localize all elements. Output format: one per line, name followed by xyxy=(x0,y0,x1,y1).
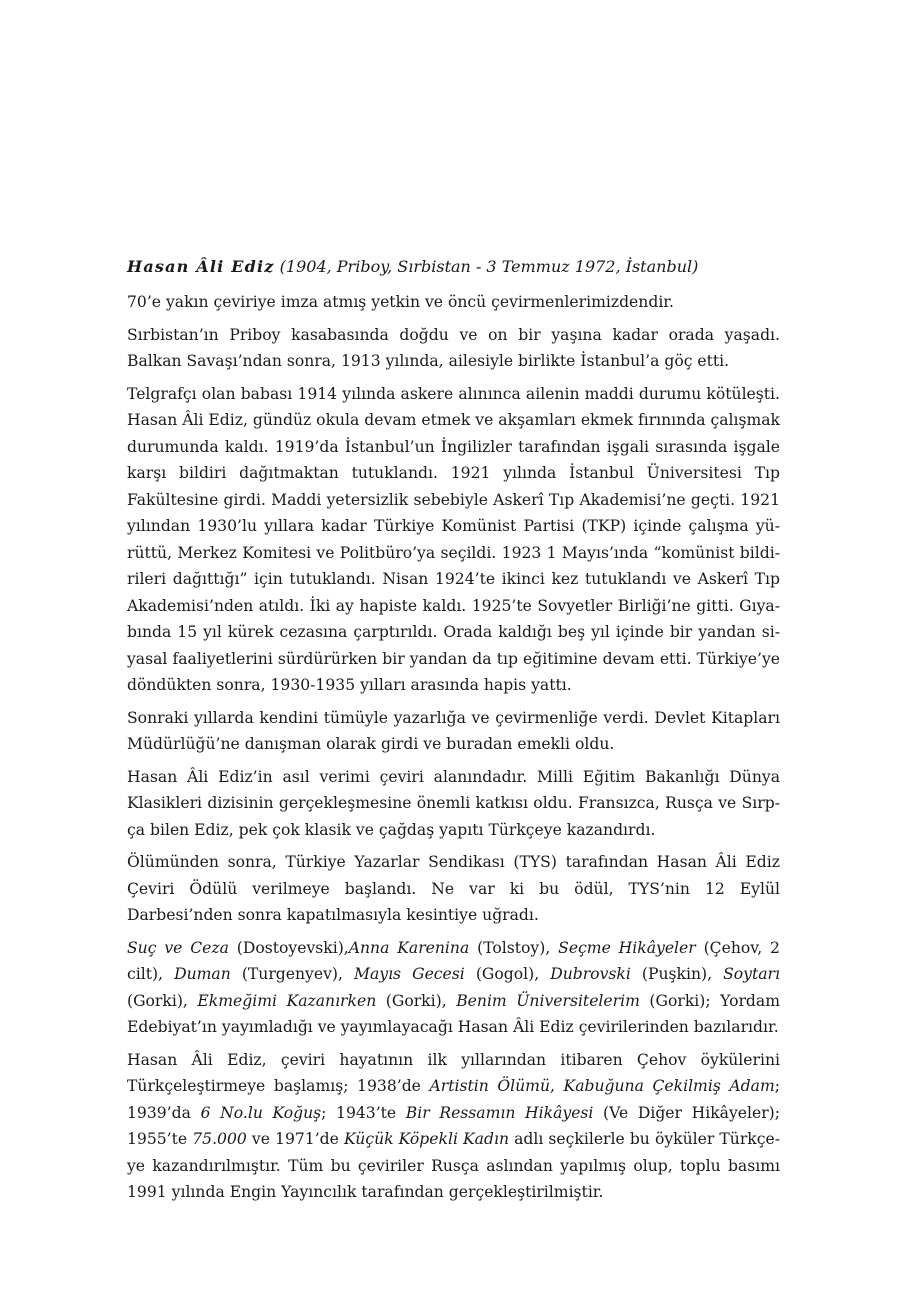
book-title: Artistin Ölümü xyxy=(429,1077,550,1095)
book-title: Duman xyxy=(174,965,231,983)
book-title: Bir Ressamın Hikâyesi xyxy=(405,1103,594,1122)
book-title: Küçük Köpekli Kadın xyxy=(344,1130,509,1148)
book-title: Anna Karenina xyxy=(348,938,470,957)
book-title: Ekmeğimi Kazanırken xyxy=(197,991,377,1010)
author-name: Hasan Âli Ediz xyxy=(127,257,275,276)
text-run: 70’e yakın çeviriye imza atmış yetkin ve öncü çevirmenlerimizdendir. xyxy=(127,293,674,311)
paragraph-chekhov xyxy=(127,1047,780,1206)
paragraph-biography xyxy=(127,381,780,699)
book-title: Seçme Hikâyeler xyxy=(558,938,696,957)
paragraph-award xyxy=(127,849,780,929)
text-run: Telgrafçı olan babası 1914 yılında askere alınınca ailenin maddi durumu kötüleşti. Hasan Âli Ediz, gündüz okula devam etmek ve akşamları ekmek fırınında çalışmak durumunda kaldı. 1919’da İstanbul’un İngilizler tarafından işgali sırasında işgale karşı bildiri dağıtmaktan tutuklandı. 1921 yılında İstanbul Üniversitesi Tıp Fakültesine girdi. Maddi yetersizlik sebebiyle Askerî Tıp Akademisi’ne geçti. 1921 yılından 1930’lu yıllara kadar Türkiye Komünist Partisi (TKP) içinde çalışma yürüttü, Merkez Komitesi ve Politbüro’ya seçildi. 1923 1 Mayıs’ında “komünist bildirileri dağıttığı” için tutuklandı. Nisan 1924’te ikinci kez tutuklandı ve Askerî Tıp Akademisi’nden atıldı. İki ay hapiste kaldı. 1925’te Sovyetler Birliği’ne gitti. Gıyabında 15 yıl kürek cezasına çarptırıldı. Orada kaldığı beş yıl içinde bir yandan siyasal faaliyetlerini sürdürürken bir yandan da tıp eğitimine devam etti. Türkiye’ye döndükten sonra, 1930-1935 yılları arasında hapis yattı. xyxy=(127,384,780,694)
text-run: (Gorki), xyxy=(127,991,198,1010)
book-title: Suç ve Ceza xyxy=(127,938,229,957)
text-run: (Puşkin), xyxy=(630,965,724,983)
book-title: 75.000 xyxy=(192,1130,247,1148)
text-run: Sonraki yıllarda kendini tümüyle yazarlığa ve çevirmenliğe verdi. Devlet Kitapları Müdürlüğü’ne danışman olarak girdi ve buradan emekli oldu. xyxy=(127,708,780,753)
text-run: (Ve Diğer Hikâyeler); 1955’te xyxy=(127,1103,780,1148)
text-run: adlı seçkilerle bu öyküler Türkçeye kazandırılmıştır. Tüm bu çeviriler Rusça aslından yapılmış olup, toplu basımı 1991 yılında Engin Yayıncılık tarafından gerçekleştirilmiştir. xyxy=(127,1130,780,1201)
book-title: Kabuğuna Çekilmiş Adam xyxy=(563,1077,775,1095)
biography-block xyxy=(127,254,780,1212)
paragraph-translation-work xyxy=(127,764,780,844)
text-run: Hasan Âli Ediz, çeviri hayatının ilk yıllarından itibaren Çehov öykülerini Türkçeleştirmeye başlamış; 1938’de xyxy=(127,1050,780,1095)
text-run: Sırbistan’ın Priboy kasabasında doğdu ve on bir yaşına kadar orada yaşadı. Balkan Savaşı’ndan sonra, 1913 yılında, ailesiyle birlikte İstanbul’a göç etti. xyxy=(127,325,780,370)
text-run: (Gorki), xyxy=(376,991,457,1010)
text-run: ve 1971’de xyxy=(246,1130,344,1148)
text-run: (Gogol), xyxy=(464,965,551,983)
text-run: ; 1943’te xyxy=(321,1103,406,1122)
text-run: (Tolstoy), xyxy=(469,938,559,957)
text-run: (Çehov, 2 cilt), xyxy=(127,938,780,983)
author-dates: (1904, Priboy, Sırbistan - 3 Temmuz 1972, İstanbul) xyxy=(279,257,699,276)
text-run: (Gorki); Yordam Edebiyat’ın yayımladığı ve yayımlayacağı Hasan Âli Ediz çevirilerinden bazılarıdır. xyxy=(127,991,780,1036)
paragraph-works-list xyxy=(127,935,780,1041)
book-title: Soytarı xyxy=(723,965,780,983)
book-title: Dubrovski xyxy=(550,965,631,983)
text-run: (Dostoyevski), xyxy=(228,938,349,957)
author-heading xyxy=(127,254,780,280)
text-run: ; 1939’da xyxy=(127,1077,781,1122)
text-run: Ölümünden sonra, Türkiye Yazarlar Sendikası (TYS) tarafından Hasan Âli Ediz Çeviri Ödülü verilmeye başlandı. Ne var ki bu ödül, TYS’nin 12 Eylül Darbesi’nden sonra kapatılmasıyla kesintiye uğradı. xyxy=(127,853,780,924)
book-title: Benim Üniversitelerim xyxy=(456,991,640,1010)
text-run: Hasan Âli Ediz’in asıl verimi çeviri alanındadır. Milli Eğitim Bakanlığı Dünya Klasikleri dizisinin gerçekleşmesine önemli katkısı oldu. Fransızca, Rusça ve Sırpça bilen Ediz, pek çok klasik ve çağdaş yapıtı Türkçeye kazandırdı. xyxy=(127,767,780,839)
paragraph-career xyxy=(127,705,780,758)
paragraph-intro xyxy=(127,289,780,316)
book-title: 6 No.lu Koğuş xyxy=(200,1103,322,1122)
paragraph-birth xyxy=(127,322,780,375)
text-run: , xyxy=(550,1077,564,1095)
book-title: Mayıs Gecesi xyxy=(354,965,465,983)
text-run: (Turgenyev), xyxy=(230,965,354,983)
